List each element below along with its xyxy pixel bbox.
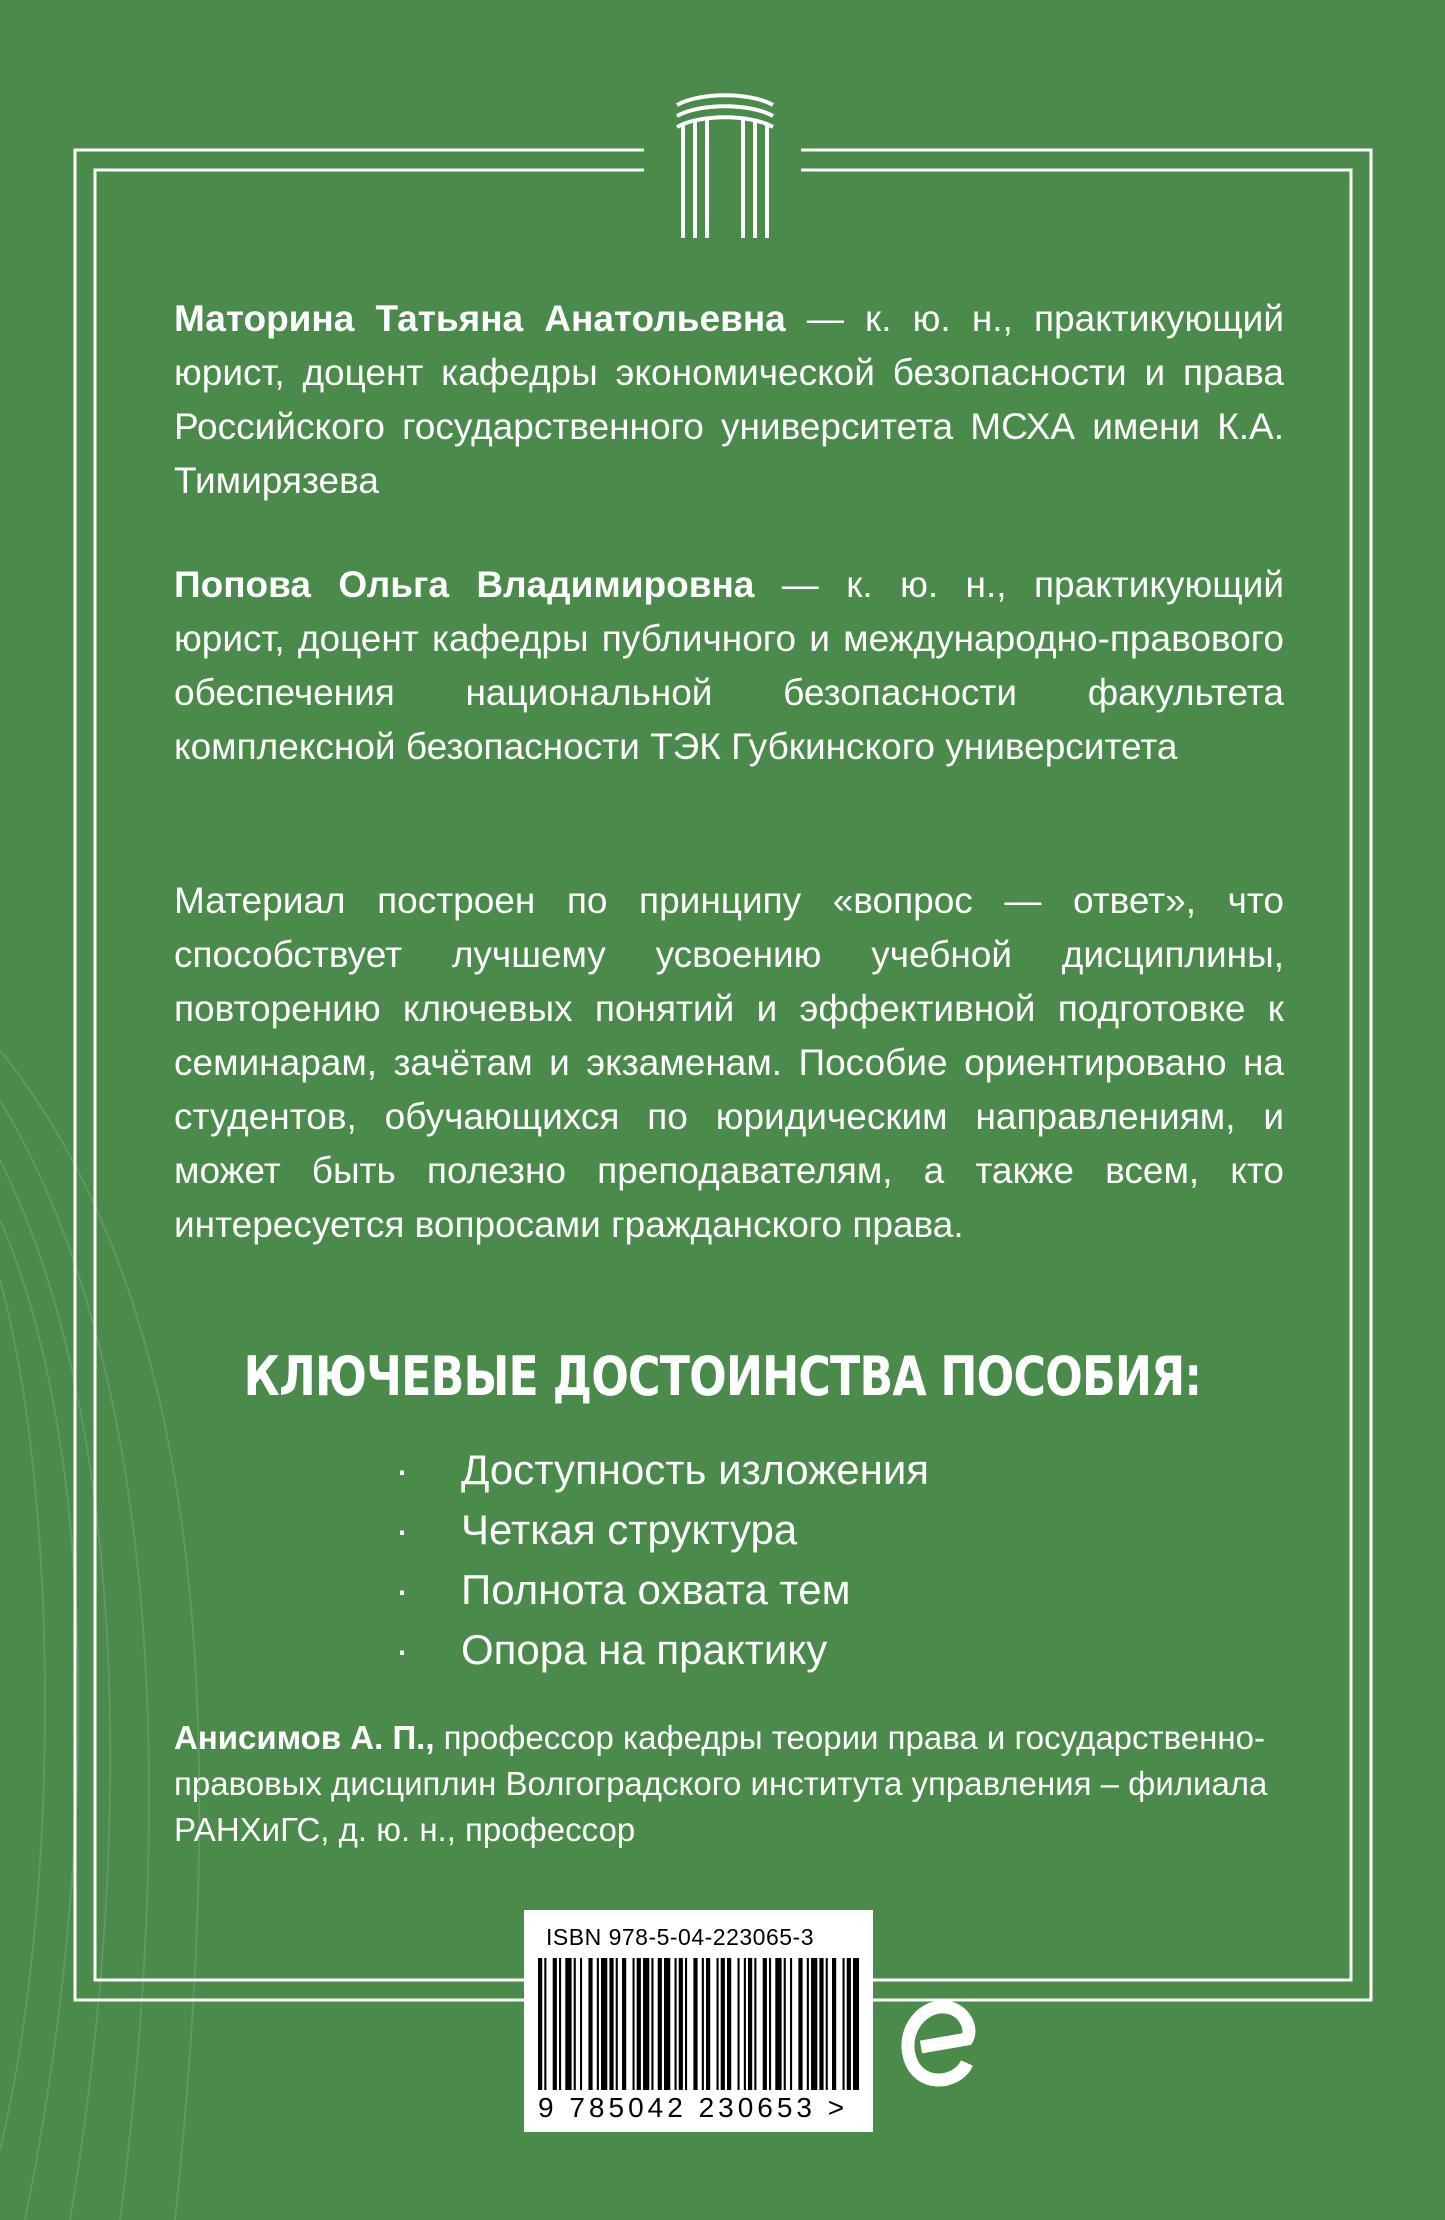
barcode-bar [544, 1958, 546, 2090]
barcode-bar [588, 1958, 592, 2090]
barcode-bar [609, 1958, 613, 2090]
feature-text: Четкая структура [461, 1506, 798, 1553]
feature-text: Полнота охвата тем [461, 1566, 851, 1613]
barcode-bar [819, 1958, 823, 2090]
barcode-bar [784, 1958, 786, 2090]
barcode-bar [559, 1958, 561, 2090]
feature-text: Опора на практику [461, 1626, 828, 1673]
barcode-bar [721, 1958, 725, 2090]
book-columns-emblem-icon [675, 90, 775, 240]
barcode-bar [597, 1958, 599, 2090]
publisher-logo-icon [901, 1985, 981, 2095]
barcode-bar [763, 1958, 767, 2090]
barcode-bar [651, 1958, 653, 2090]
author-name-matorina: Маторина Татьяна Анатольевна [174, 298, 786, 339]
features-heading: КЛЮЧЕВЫЕ ДОСТОИНСТВА ПОСОБИЯ: [243, 1345, 1202, 1408]
barcode-bar [565, 1958, 571, 2090]
barcode-bar [658, 1958, 662, 2090]
author-bio-text: — к. ю. н., практикующий юрист, доцент кафедры экономической безопасности и права Российского государственного университета МСХА имени К.А. Тимирязева [174, 298, 1284, 501]
bullet: · [395, 1506, 409, 1553]
isbn-label: ISBN 978-5-04-223065-3 [546, 1924, 814, 1950]
barcode-bar [601, 1958, 607, 2090]
barcode-bar [693, 1958, 697, 2090]
barcode-panel [524, 1910, 873, 2132]
barcode-bar [853, 1958, 859, 2090]
barcode-bars [538, 1958, 859, 2090]
author-bio-matorina [174, 292, 1284, 508]
barcode-bar [798, 1958, 802, 2090]
barcode-bar [616, 1958, 618, 2090]
decorative-curves [0, 1050, 199, 2220]
barcode-bar [580, 1958, 582, 2090]
barcode-bar [807, 1958, 809, 2090]
book-summary [174, 874, 1284, 1252]
barcode-bar [826, 1958, 828, 2090]
list-item [395, 1560, 929, 1620]
barcode-bar [790, 1958, 792, 2090]
barcode-bar [754, 1958, 756, 2090]
summary-text: Материал построен по принципу «вопрос — ответ», что способствует лучшему усвоению учебной дисциплины, повторению ключевых понятий и эффективной подготовке к семинарам, зачётам и экзаменам. Пособие ориентировано на студентов, обучающихся по юридическим направлениям, и может быть полезно преподавателям, а также всем, кто интересуется вопросами гражданского права. [174, 880, 1284, 1245]
barcode-bar [702, 1958, 704, 2090]
barcode-bar [679, 1958, 683, 2090]
features-list [395, 1440, 929, 1680]
barcode-bar [843, 1958, 845, 2090]
barcode-bar [775, 1958, 781, 2090]
bullet: · [395, 1626, 409, 1673]
author-bio-popova [174, 558, 1284, 774]
reviewer-name: Анисимов А. П., [174, 1719, 435, 1756]
barcode-bar [622, 1958, 626, 2090]
barcode-bar [748, 1958, 752, 2090]
barcode-bar [738, 1958, 740, 2090]
barcode-bar [832, 1958, 836, 2090]
barcode-number: 9 785042 230653 > [538, 2092, 849, 2123]
author-name-popova: Попова Ольга Владимировна [174, 564, 755, 605]
barcode-bar [727, 1958, 731, 2090]
barcode-bar [847, 1958, 851, 2090]
barcode-bar [664, 1958, 670, 2090]
list-item [395, 1620, 929, 1680]
barcode-bar [574, 1958, 576, 2090]
barcode-bar [811, 1958, 817, 2090]
bullet: · [395, 1446, 409, 1493]
list-item [395, 1500, 929, 1560]
reviewer-info [174, 1715, 1324, 1853]
barcode-bar [643, 1958, 649, 2090]
feature-text: Доступность изложения [461, 1446, 930, 1493]
barcode-bar [538, 1958, 542, 2090]
barcode-bar [706, 1958, 710, 2090]
author-bio-text: — к. ю. н., практикующий юрист, доцент кафедры публичного и международно-правового обеспечения национальной безопасности факультета комплексной безопасности ТЭК Губкинского университета [174, 564, 1284, 767]
barcode-bar [685, 1958, 687, 2090]
barcode-bar [769, 1958, 771, 2090]
bullet: · [395, 1566, 409, 1613]
barcode-bar [717, 1958, 719, 2090]
barcode-bar [675, 1958, 677, 2090]
barcode-bar [553, 1958, 557, 2090]
barcode-bar [637, 1958, 641, 2090]
reviewer-text: профессор кафедры теории права и государственно-правовых дисциплин Волгоградского института управления – филиала РАНХиГС, д. ю. н., профессор [174, 1719, 1268, 1848]
barcode-bar [744, 1958, 746, 2090]
barcode-bar [633, 1958, 635, 2090]
list-item [395, 1440, 929, 1500]
